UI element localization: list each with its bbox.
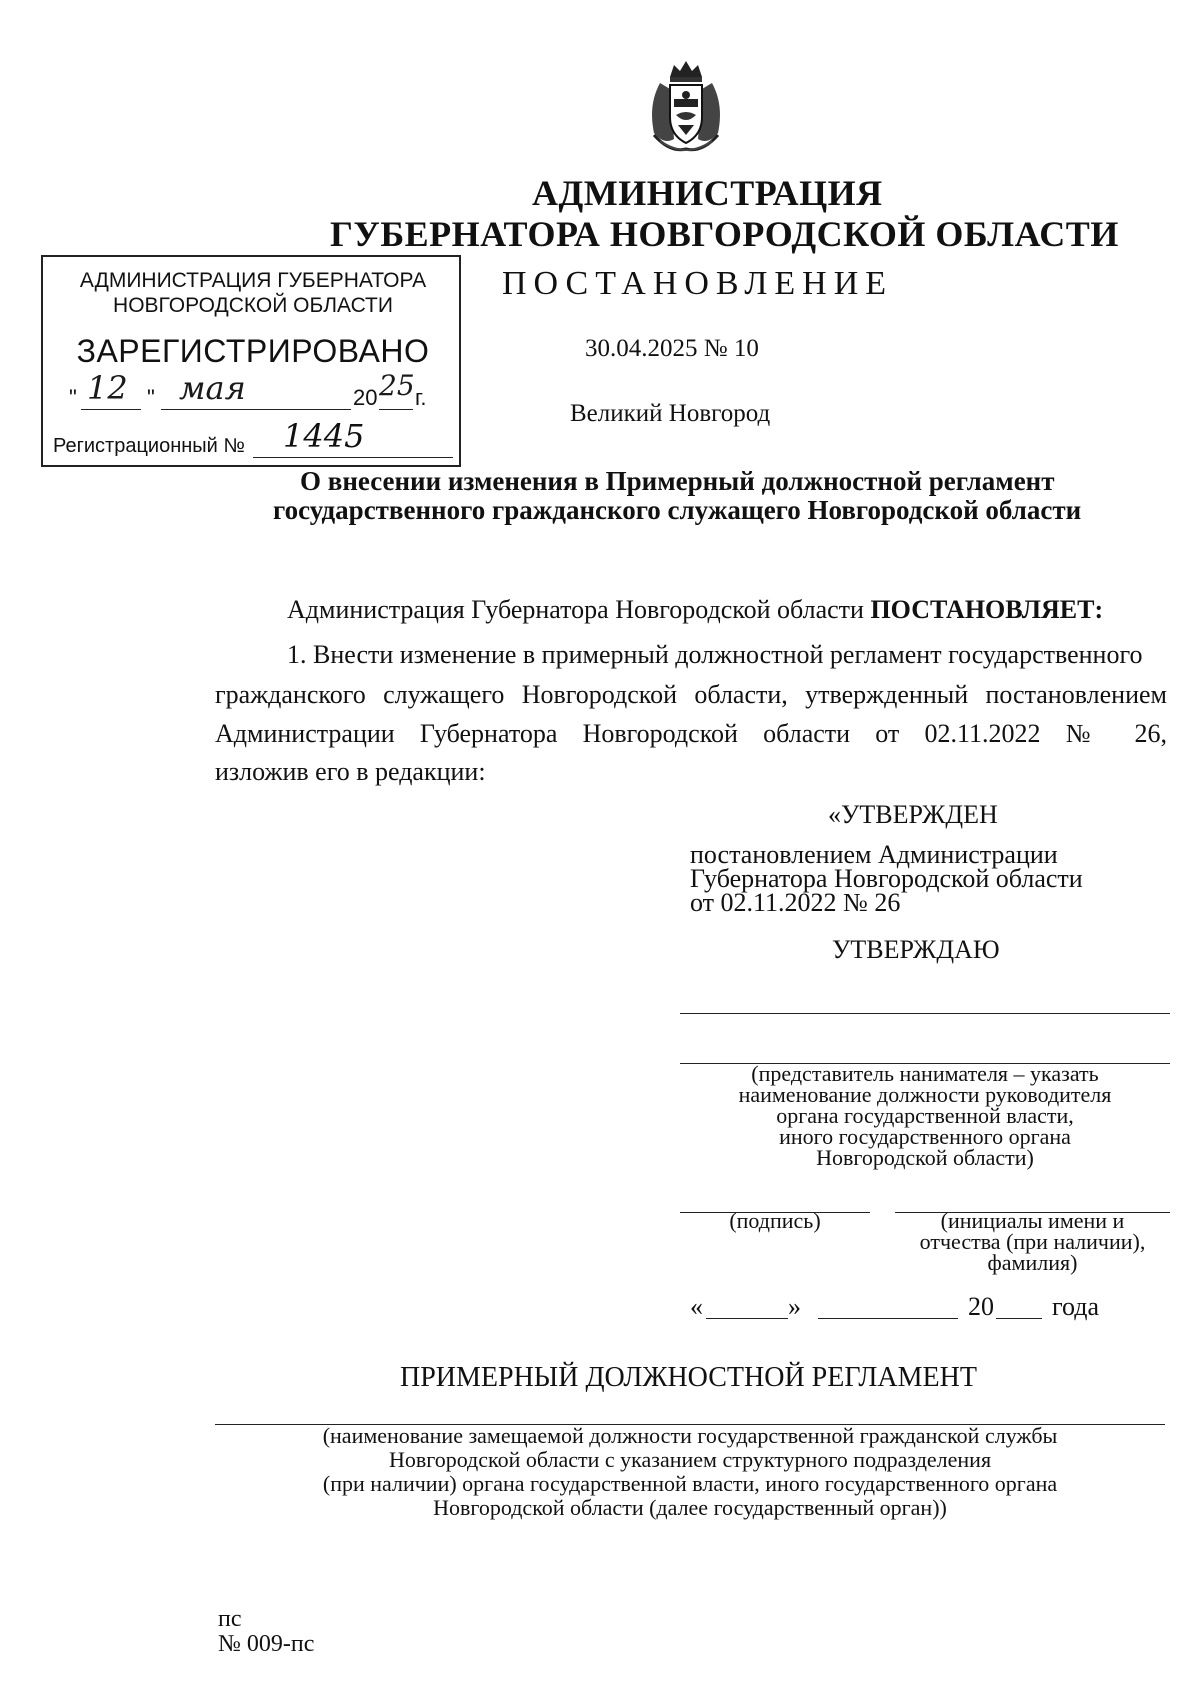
- representative-caption-line: (представитель нанимателя – указать: [751, 1061, 1099, 1086]
- initials-caption: [895, 1210, 1170, 1273]
- approval-date-line: [690, 1292, 1170, 1332]
- date-open-quote: «: [690, 1292, 703, 1321]
- initials-caption-line: отчества (при наличии),: [919, 1229, 1146, 1254]
- body-paragraph-line3: Администрации Губернатора Новгородской области от 02.11.2022 № 26,: [215, 719, 1167, 748]
- position-caption-line: Новгородской области (далее государственный орган)): [433, 1495, 947, 1520]
- regulation-heading: ПРИМЕРНЫЙ ДОЛЖНОСТНОЙ РЕГЛАМЕНТ: [400, 1362, 977, 1393]
- position-caption-line: (наименование замещаемой должности государственной гражданской службы: [322, 1423, 1058, 1448]
- date-century: 20: [968, 1292, 994, 1321]
- registration-stamp: [41, 255, 461, 467]
- document-city: Великий Новгород: [570, 400, 771, 427]
- org-name-line1: АДМИНИСТРАЦИЯ: [532, 173, 883, 213]
- position-caption-line: Новгородской области с указанием структурного подразделения: [388, 1447, 992, 1472]
- approver-line-1: [680, 1013, 1170, 1014]
- date-day-blank: [706, 1292, 788, 1319]
- signature-caption: (подпись): [729, 1208, 821, 1233]
- stamp-reg-number: 1445: [283, 417, 365, 455]
- title-line1: О внесении изменения в Примерный должностной регламент: [300, 466, 1055, 496]
- stamp-year-letter: г.: [415, 385, 427, 410]
- stamp-day: 12: [87, 369, 128, 407]
- coat-of-arms-icon: [640, 55, 732, 155]
- representative-caption-line: наименование должности руководителя: [738, 1082, 1112, 1107]
- body-paragraph-line1: 1. Внести изменение в примерный должностной регламент государственного: [287, 640, 1143, 669]
- resolution-intro-text: Администрация Губернатора Новгородской области: [287, 595, 871, 624]
- stamp-reg-label: Регистрационный №: [53, 435, 245, 457]
- initials-caption-line: фамилия): [987, 1250, 1078, 1275]
- stamp-reg-number-line: [53, 417, 453, 459]
- resolution-intro-keyword: ПОСТАНОВЛЯЕТ:: [870, 595, 1104, 624]
- date-year-word: года: [1052, 1292, 1100, 1321]
- stamp-year-prefix: 20: [353, 385, 378, 410]
- stamp-month: мая: [179, 369, 246, 407]
- position-caption-line: (при наличии) органа государственной власти, иного государственного органа: [322, 1471, 1058, 1496]
- stamp-quote-close: ": [147, 385, 155, 410]
- title-line2: государственного гражданского служащего Новгородской области: [273, 495, 1082, 525]
- approved-by-line1: постановлением Администрации: [690, 840, 1058, 869]
- footer-code: пс: [218, 1606, 242, 1632]
- approved-by-line3: от 02.11.2022 № 26: [690, 888, 901, 917]
- stamp-date-line: [69, 369, 449, 415]
- approved-by-line2: Губернатора Новгородской области: [690, 864, 1083, 893]
- initials-caption-line: (инициалы имени и: [940, 1208, 1125, 1233]
- body-paragraph-line2: гражданского служащего Новгородской области, утвержденный постановлением: [215, 680, 1167, 709]
- stamp-org-line1: АДМИНИСТРАЦИЯ ГУБЕРНАТОРА: [79, 269, 427, 292]
- body-paragraph-line4: изложив его в редакции:: [215, 757, 486, 786]
- approved-label: «УТВЕРЖДЕН: [828, 800, 998, 829]
- position-name-caption: [215, 1424, 1165, 1520]
- representative-caption: [680, 1063, 1170, 1168]
- stamp-year-suffix: 25: [379, 369, 415, 402]
- stamp-registered: ЗАРЕГИСТРИРОВАНО: [76, 333, 430, 369]
- footer-number: № 009-пс: [218, 1631, 315, 1657]
- representative-caption-line: органа государственной власти,: [776, 1103, 1074, 1128]
- representative-caption-line: иного государственного органа: [779, 1124, 1071, 1149]
- stamp-quote-open: ": [69, 385, 77, 410]
- representative-caption-line: Новгородской области): [816, 1145, 1034, 1170]
- stamp-org-line2: НОВГОРОДСКОЙ ОБЛАСТИ: [113, 294, 393, 317]
- resolution-intro: [287, 595, 1103, 625]
- approve-label: УТВЕРЖДАЮ: [832, 935, 1000, 964]
- date-year-blank: [996, 1292, 1042, 1319]
- date-month-blank: [818, 1292, 958, 1319]
- document-type: ПОСТАНОВЛЕНИЕ: [502, 265, 894, 302]
- date-close-quote: »: [788, 1292, 801, 1321]
- org-name-line2: ГУБЕРНАТОРА НОВГОРОДСКОЙ ОБЛАСТИ: [330, 214, 1119, 254]
- document-date-number: 30.04.2025 № 10: [585, 335, 759, 362]
